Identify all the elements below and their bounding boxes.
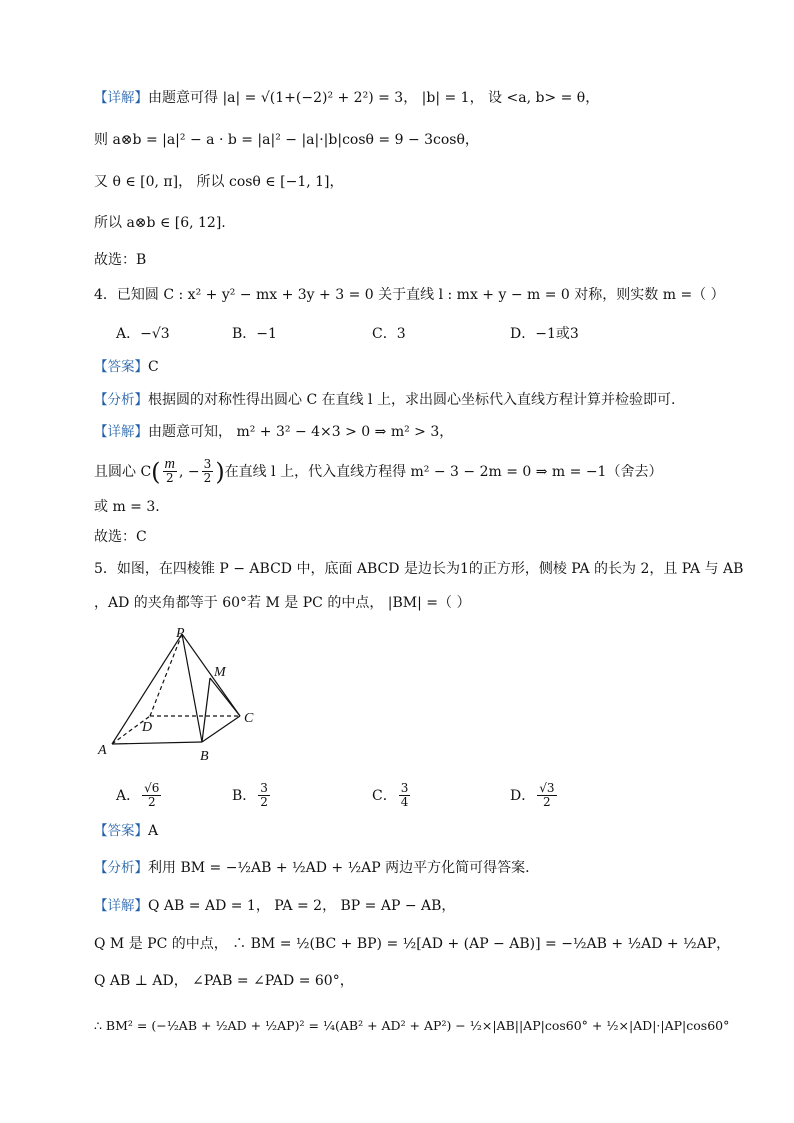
- detail-line-4: 所以 a⊗b ∈ [6, 12].: [94, 215, 226, 231]
- q5-answer-line: [94, 821, 158, 841]
- q5-analysis-line: [94, 858, 530, 878]
- q5-analysis: 利用 BM = −½AB + ½AD + ½AP 两边平方化简可得答案.: [148, 860, 530, 876]
- q4-detail-line-3: 或 m = 3.: [94, 499, 160, 515]
- q4-option-c: C．3: [372, 326, 406, 342]
- q4-select: 故选：C: [94, 529, 147, 545]
- answer-tag: 【答案】: [94, 823, 148, 839]
- label-b: B: [200, 749, 209, 764]
- q5-detail-line-3: Q AB ⊥ AD， ∠PAB = ∠PAD = 60°，: [94, 973, 354, 989]
- q5-option-d: D． $\frac{√3}{2}$: [510, 781, 555, 809]
- analysis-tag: 【分析】: [94, 392, 148, 408]
- q4-detail-2b: 在直线 l 上，代入直线方程得 m² − 3 − 2m = 0 ⇒ m = −1（舍去）: [224, 463, 663, 480]
- label-m: M: [214, 665, 226, 680]
- detail-tag: 【详解】: [94, 424, 148, 440]
- detail-line-2: 则 a⊗b = |a|² − a · b = |a|² − |a|·|b|cosθ = 9 − 3cosθ，: [94, 132, 479, 148]
- q4-analysis-line: [94, 390, 675, 410]
- question-5-line-2: ，AD 的夹角都等于 60°若 M 是 PC 的中点， |BM| =（ ）: [94, 595, 471, 611]
- q4-option-b: B．−1: [232, 326, 277, 342]
- detail-text-1: 由题意可得 |a| = √(1+(−2)² + 2²) = 3， |b| = 1， 设 <a, b> = θ，: [148, 90, 600, 106]
- analysis-tag: 【分析】: [94, 860, 148, 876]
- detail-line-1: [94, 88, 599, 108]
- q5-detail-line-4: ∴ BM² = (−½AB + ½AD + ½AP)² = ¼(AB² + AD² + AP²) − ½×|AB||AP|cos60° + ½×|AD|·|AP|cos60°: [94, 1018, 730, 1033]
- q4-detail-1: 由题意可知， m² + 3² − 4×3 > 0 ⇒ m² > 3，: [148, 424, 454, 440]
- label-a: A: [98, 743, 107, 758]
- question-5-line-1: 5．如图，在四棱锥 P − ABCD 中，底面 ABCD 是边长为1的正方形，侧棱 PA 的长为 2，且 PA 与 AB: [94, 561, 744, 577]
- pyramid-figure: [92, 624, 272, 764]
- q4-option-a: A．−√3: [116, 326, 170, 342]
- q5-answer: A: [148, 823, 159, 839]
- label-c: C: [244, 711, 254, 726]
- q5-detail-line-2: Q M 是 PC 的中点， ∴ BM = ½(BC + BP) = ½[AD + (AP − AB)] = −½AB + ½AD + ½AP，: [94, 936, 731, 952]
- q5-detail-line-1: [94, 896, 455, 916]
- q5-option-c: C． $\frac{3}{4}$: [372, 781, 409, 809]
- detail-tag: 【详解】: [94, 898, 148, 914]
- answer-tag: 【答案】: [94, 359, 148, 375]
- q5-option-a: A． $\frac{√6}{2}$: [116, 781, 160, 809]
- q4-detail-line-2: 且圆心 C ( $\frac{m}{2}$ , − $\frac{3}{2}$ ) 在直线 l 上，代入直线方程得 m² − 3 − 2m = 0 ⇒ m = −1（舍去）: [94, 456, 663, 486]
- q4-detail-line-1: [94, 422, 453, 442]
- q4-option-d: D．−1或3: [510, 326, 579, 342]
- q5-detail-1: Q AB = AD = 1， PA = 2， BP = AP − AB，: [148, 898, 456, 914]
- label-p: P: [176, 626, 185, 641]
- q4-answer: C: [148, 359, 159, 375]
- detail-line-5: 故选：B: [94, 252, 147, 268]
- q5-option-b: B． $\frac{3}{2}$: [232, 781, 268, 809]
- q4-answer-line: [94, 357, 159, 377]
- label-d: D: [142, 720, 153, 735]
- q4-detail-2a: 且圆心 C: [94, 463, 152, 480]
- detail-tag: 【详解】: [94, 90, 148, 106]
- detail-line-3: 又 θ ∈ [0, π]， 所以 cosθ ∈ [−1, 1]，: [94, 174, 344, 190]
- q4-analysis: 根据圆的对称性得出圆心 C 在直线 l 上，求出圆心坐标代入直线方程计算并检验即可.: [148, 392, 676, 408]
- question-4: 4．已知圆 C : x² + y² − mx + 3y + 3 = 0 关于直线 l : mx + y − m = 0 对称，则实数 m =（ ）: [94, 287, 725, 303]
